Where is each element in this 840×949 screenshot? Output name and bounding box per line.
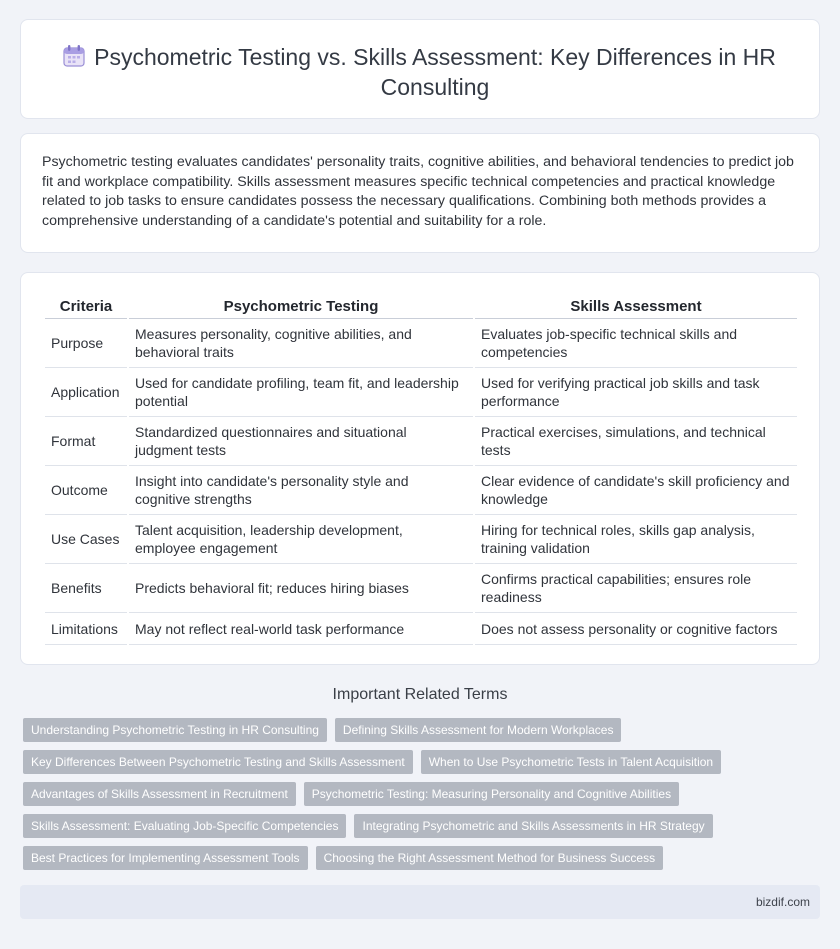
related-term-link[interactable]: Advantages of Skills Assessment in Recruitment: [23, 782, 296, 806]
skills-cell: Practical exercises, simulations, and technical tests: [475, 417, 797, 466]
psychometric-cell: Predicts behavioral fit; reduces hiring biases: [129, 564, 473, 613]
criteria-cell: Use Cases: [45, 515, 127, 564]
criteria-cell: Outcome: [45, 466, 127, 515]
related-term-link[interactable]: Defining Skills Assessment for Modern Workplaces: [335, 718, 622, 742]
related-terms-list: [23, 718, 803, 878]
comparison-card: [20, 272, 820, 665]
table-row: [45, 417, 797, 466]
skills-cell: Used for verifying practical job skills and task performance: [475, 368, 797, 417]
related-term-link[interactable]: Integrating Psychometric and Skills Assessments in HR Strategy: [354, 814, 712, 838]
related-term-link[interactable]: Best Practices for Implementing Assessment Tools: [23, 846, 308, 870]
psychometric-cell: Used for candidate profiling, team fit, and leadership potential: [129, 368, 473, 417]
criteria-cell: Purpose: [45, 319, 127, 368]
criteria-cell: Benefits: [45, 564, 127, 613]
tag-row: [23, 814, 803, 838]
psychometric-cell: Insight into candidate's personality style and cognitive strengths: [129, 466, 473, 515]
skills-cell: Hiring for technical roles, skills gap analysis, training validation: [475, 515, 797, 564]
criteria-cell: Application: [45, 368, 127, 417]
header-criteria: Criteria: [45, 295, 127, 319]
psychometric-cell: May not reflect real-world task performance: [129, 613, 473, 645]
footer-bar: [20, 885, 820, 919]
comparison-table: [43, 295, 799, 645]
table-row: [45, 613, 797, 645]
related-term-link[interactable]: Choosing the Right Assessment Method for Business Success: [316, 846, 664, 870]
intro-card: [20, 133, 820, 253]
skills-cell: Confirms practical capabilities; ensures role readiness: [475, 564, 797, 613]
table-row: [45, 368, 797, 417]
intro-paragraph: Psychometric testing evaluates candidates' personality traits, cognitive abilities, and behavioral tendencies to predict job fit and workplace compatibility. Skills assessment measures specific technical competencies and practical knowledge related to job tasks to ensure candidates possess the necessary qualifications. Combining both methods provides a comprehensive understanding of a candidate's potential and suitability for a role.: [42, 154, 794, 229]
footer-site-link[interactable]: bizdif.com: [755, 895, 810, 909]
page-title: Psychometric Testing vs. Skills Assessment: Key Differences in HR Consulting: [94, 44, 776, 100]
tag-row: [23, 750, 803, 774]
table-row: [45, 564, 797, 613]
header-skills: Skills Assessment: [475, 295, 797, 319]
psychometric-cell: Talent acquisition, leadership development, employee engagement: [129, 515, 473, 564]
table-row: [45, 515, 797, 564]
title-card: [20, 19, 820, 119]
criteria-cell: Format: [45, 417, 127, 466]
psychometric-cell: Measures personality, cognitive abilities, and behavioral traits: [129, 319, 473, 368]
related-term-link[interactable]: Psychometric Testing: Measuring Personality and Cognitive Abilities: [304, 782, 679, 806]
related-terms-heading: Important Related Terms: [332, 686, 508, 703]
tag-row: [23, 846, 803, 870]
table-header-row: [45, 295, 797, 319]
tag-row: [23, 718, 803, 742]
related-term-link[interactable]: Skills Assessment: Evaluating Job-Specific Competencies: [23, 814, 346, 838]
criteria-cell: Limitations: [45, 613, 127, 645]
header-psychometric: Psychometric Testing: [129, 295, 473, 319]
table-row: [45, 466, 797, 515]
related-term-link[interactable]: Understanding Psychometric Testing in HR Consulting: [23, 718, 327, 742]
skills-cell: Clear evidence of candidate's skill proficiency and knowledge: [475, 466, 797, 515]
skills-cell: Does not assess personality or cognitive factors: [475, 613, 797, 645]
skills-cell: Evaluates job-specific technical skills and competencies: [475, 319, 797, 368]
tag-row: [23, 782, 803, 806]
table-row: [45, 319, 797, 368]
related-term-link[interactable]: When to Use Psychometric Tests in Talent Acquisition: [421, 750, 721, 774]
related-term-link[interactable]: Key Differences Between Psychometric Testing and Skills Assessment: [23, 750, 413, 774]
psychometric-cell: Standardized questionnaires and situational judgment tests: [129, 417, 473, 466]
